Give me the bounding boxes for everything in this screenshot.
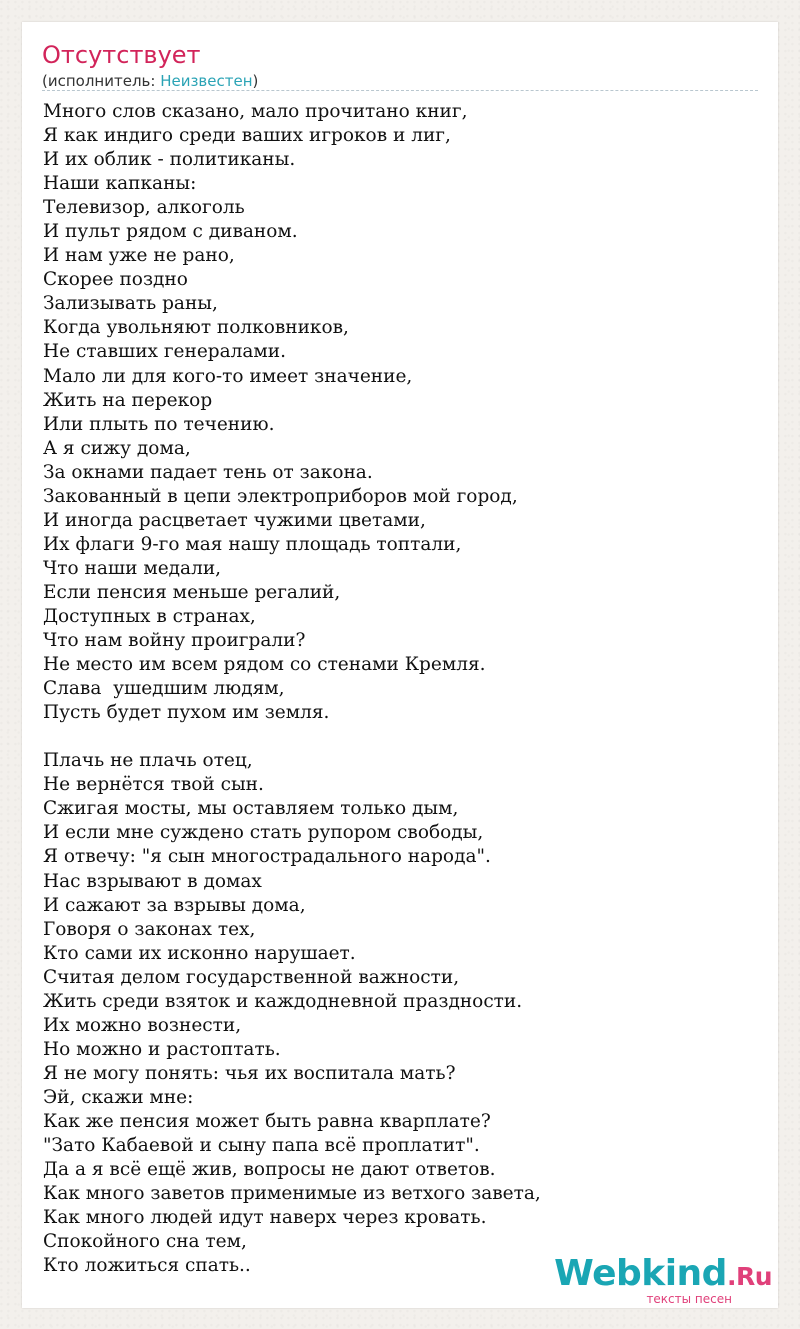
lyrics-card — [22, 22, 778, 1308]
lyrics-line: Как много людей идут наверх через кровать. — [43, 1207, 487, 1229]
lyrics-line: Нас взрывают в домах — [43, 870, 262, 892]
performer-line — [42, 72, 258, 90]
performer-link[interactable]: Неизвестен — [160, 72, 253, 90]
logo-tagline: тексты песен — [646, 1292, 732, 1306]
lyrics-line: Пусть будет пухом им земля. — [43, 702, 330, 724]
site-logo[interactable] — [554, 1255, 772, 1306]
lyrics-line: Да а я всё ещё жив, вопросы не дают ответов. — [43, 1159, 496, 1181]
lyrics-line: Слава ушедшим людям, — [43, 678, 285, 700]
lyrics-line: И если мне суждено стать рупором свободы, — [43, 822, 484, 844]
lyrics-line: Или плыть по течению. — [43, 413, 275, 435]
lyrics-line: Но можно и растоптать. — [43, 1038, 281, 1060]
lyrics-line: Плачь не плачь отец, — [43, 750, 253, 772]
lyrics-line: Доступных в странах, — [43, 605, 256, 627]
lyrics-line: И их облик - политиканы. — [43, 149, 296, 171]
song-title: Отсутствует — [42, 41, 201, 69]
lyrics-line: Говоря о законах тех, — [43, 918, 256, 940]
lyrics-stanza — [43, 100, 763, 725]
lyrics-line: "Зато Кабаевой и сыну папа всё проплатит". — [43, 1135, 480, 1157]
title-divider — [42, 90, 758, 91]
lyrics-line: Их флаги 9-го мая нашу площадь топтали, — [43, 533, 462, 555]
lyrics-line: И сажают за взрывы дома, — [43, 894, 306, 916]
lyrics-line: Что нам войну проиграли? — [43, 630, 306, 652]
lyrics-line: Считая делом государственной важности, — [43, 966, 460, 988]
lyrics-line: Спокойного сна тем, — [43, 1231, 247, 1253]
lyrics-line: И пульт рядом с диваном. — [43, 221, 298, 243]
lyrics-line: Если пенсия меньше регалий, — [43, 581, 341, 603]
lyrics-line: Скорее поздно — [43, 269, 188, 291]
lyrics-line: Жить среди взяток и каждодневной праздности. — [43, 990, 523, 1012]
lyrics-line: Кто ложиться спать.. — [43, 1255, 251, 1277]
lyrics-line: И нам уже не рано, — [43, 245, 235, 267]
lyrics-text — [43, 100, 763, 1302]
lyrics-line: А я сижу дома, — [43, 437, 191, 459]
lyrics-line: Я не могу понять: чья их воспитала мать? — [43, 1062, 456, 1084]
lyrics-line: Я отвечу: "я сын многострадального народа". — [43, 846, 491, 868]
lyrics-line: Зализывать раны, — [43, 293, 218, 315]
lyrics-line: Не ставших генералами. — [43, 341, 287, 363]
lyrics-line: Как много заветов применимые из ветхого завета, — [43, 1183, 541, 1205]
lyrics-line: Я как индиго среди ваших игроков и лиг, — [43, 125, 451, 147]
lyrics-line: Эй, скажи мне: — [43, 1086, 194, 1108]
lyrics-line: И иногда расцветает чужими цветами, — [43, 509, 426, 531]
logo-tld: .Ru — [726, 1262, 772, 1291]
logo-name: Webkind — [554, 1253, 727, 1294]
lyrics-line: Наши капканы: — [43, 173, 197, 195]
lyrics-line: Их можно вознести, — [43, 1014, 242, 1036]
lyrics-line: Мало ли для кого-то имеет значение, — [43, 365, 413, 387]
lyrics-stanza — [43, 749, 763, 1278]
lyrics-line: Что наши медали, — [43, 557, 222, 579]
performer-suffix: ) — [252, 72, 259, 90]
lyrics-line: Кто сами их исконно нарушает. — [43, 942, 356, 964]
lyrics-line: Не вернётся твой сын. — [43, 774, 264, 796]
performer-prefix: (исполнитель: — [42, 72, 161, 90]
lyrics-line: Когда увольняют полковников, — [43, 317, 349, 339]
lyrics-line: Как же пенсия может быть равна кварплате? — [43, 1110, 491, 1132]
lyrics-line: Жить на перекор — [43, 389, 213, 411]
lyrics-line: Сжигая мосты, мы оставляем только дым, — [43, 798, 459, 820]
lyrics-line: За окнами падает тень от закона. — [43, 461, 373, 483]
lyrics-line: Телевизор, алкоголь — [43, 197, 245, 219]
lyrics-line: Закованный в цепи электроприборов мой город, — [43, 485, 518, 507]
lyrics-line: Не место им всем рядом со стенами Кремля. — [43, 654, 486, 676]
lyrics-line: Много слов сказано, мало прочитано книг, — [43, 101, 468, 122]
